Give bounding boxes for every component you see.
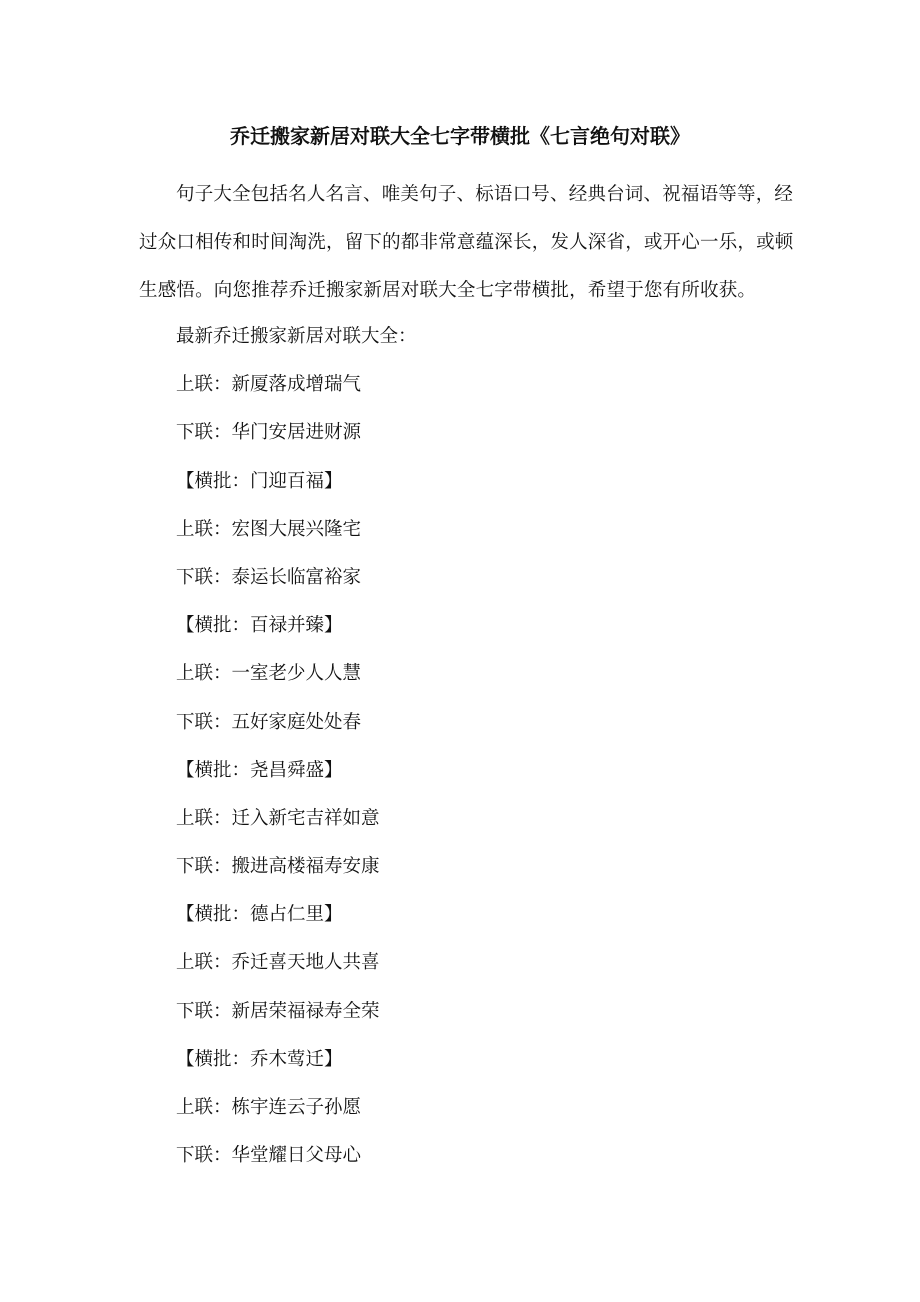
couplet-upper-line: 上联：新厦落成增瑞气 <box>176 374 362 396</box>
couplet-horizontal-scroll: 【横批：尧昌舜盛】 <box>176 759 343 781</box>
couplet-lower-line: 下联：五好家庭处处春 <box>176 711 362 733</box>
couplet-upper-line: 上联：栋宇连云子孙愿 <box>176 1097 362 1118</box>
couplet-upper-line: 上联：一室老少人人慧 <box>176 663 362 685</box>
couplet-horizontal-scroll: 【横批：百禄并臻】 <box>176 615 343 637</box>
list-heading: 最新乔迁搬家新居对联大全： <box>176 326 417 347</box>
document-title: 乔迁搬家新居对联大全七字带横批《七言绝句对联》 <box>230 124 690 148</box>
couplet-upper-line: 上联：宏图大展兴隆宅 <box>176 518 362 540</box>
couplet-upper-line: 上联：乔迁喜天地人共喜 <box>176 952 380 974</box>
couplet-horizontal-scroll: 【横批：门迎百福】 <box>176 470 343 492</box>
intro-paragraph: 句子大全包括名人名言、唯美句子、标语口号、经典台词、祝福语等等，经过众口相传和时间淘洗，留下的都非常意蕴深长，发人深省，或开心一乐，或顿生感悟。向您推荐乔迁搬家新居对联大全七字带横批，希望于您有所收获。 <box>139 184 794 301</box>
couplet-lower-line: 下联：搬进高楼福寿安康 <box>176 856 380 878</box>
couplet-lower-line: 下联：新居荣福禄寿全荣 <box>176 1000 380 1022</box>
couplet-upper-line: 上联：迁入新宅吉祥如意 <box>176 807 380 829</box>
couplet-lower-line: 下联：泰运长临富裕家 <box>176 566 362 588</box>
couplet-horizontal-scroll: 【横批：德占仁里】 <box>176 904 343 926</box>
couplet-lower-line: 下联：华门安居进财源 <box>176 422 362 444</box>
couplet-horizontal-scroll: 【横批：乔木莺迁】 <box>176 1048 343 1070</box>
couplet-list <box>176 313 417 1180</box>
couplet-lower-line: 下联：华堂耀日父母心 <box>176 1145 362 1167</box>
